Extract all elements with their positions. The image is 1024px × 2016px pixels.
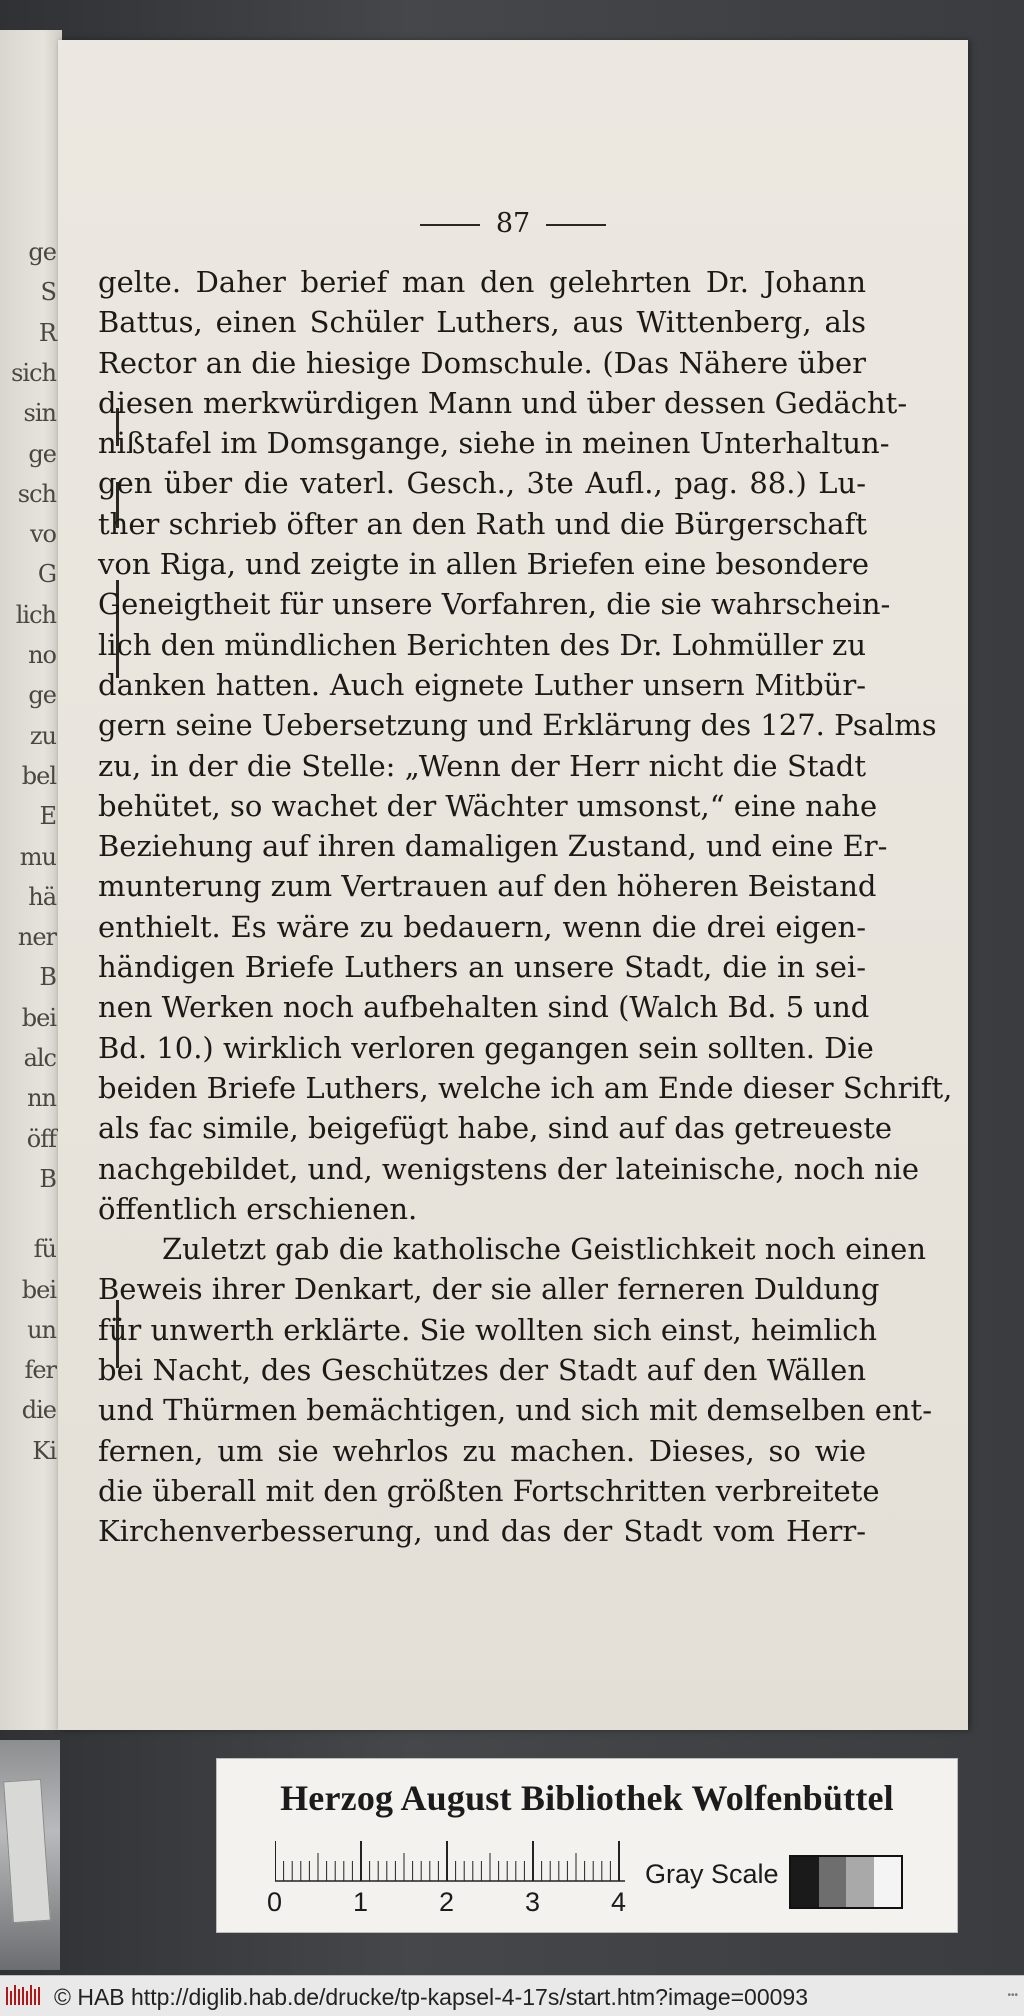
text-line: lich den mündlichen Berichten des Dr. Lohmüller zu	[98, 627, 867, 662]
adjacent-page-fragment: alc	[23, 1044, 56, 1072]
text-line: und Thürmen bemächtigen, und sich mit demselben ent-	[98, 1393, 932, 1428]
adjacent-page-fragment: vo	[29, 520, 56, 549]
gray-swatch	[791, 1857, 819, 1907]
footer-bar	[0, 1975, 1024, 2016]
ruler-labels	[267, 1887, 675, 1923]
adjacent-page-fragment: Ki	[32, 1436, 56, 1465]
header-rule-left	[420, 224, 480, 226]
text-line: Beweis ihrer Denkart, der sie aller ferneren Duldung	[98, 1272, 880, 1307]
gray-swatch	[819, 1857, 847, 1907]
adjacent-page-fragment: die	[21, 1396, 56, 1425]
adjacent-page-fragment: sch	[17, 479, 56, 508]
text-line: bei Nacht, des Geschützes der Stadt auf den Wällen	[98, 1353, 866, 1388]
adjacent-page-fragment: nn	[27, 1084, 56, 1113]
binding-label	[3, 1779, 51, 1923]
adjacent-page-fragment: un	[27, 1315, 56, 1344]
adjacent-page-fragment: S	[40, 278, 56, 307]
text-line: für unwerth erklärte. Sie wollten sich einst, heimlich	[98, 1312, 878, 1347]
text-line: als fac simile, beigefügt habe, sind auf das getreueste	[98, 1111, 893, 1146]
library-name: Herzog August Bibliothek Wolfenbüttel	[280, 1778, 894, 1818]
text-line: Bd. 10.) wirklich verloren gegangen sein sollten. Die	[98, 1030, 874, 1065]
text-line: beiden Briefe Luthers, welche ich am Ende dieser Schrift,	[98, 1070, 953, 1105]
text-line: zu, in der die Stelle: „Wenn der Herr nicht die Stadt	[98, 748, 866, 783]
text-line: behütet, so wachet der Wächter umsonst,“ eine nahe	[98, 788, 878, 823]
text-line: munterung zum Vertrauen auf den höheren Beistand	[98, 869, 877, 904]
gray-scale-swatches	[789, 1855, 903, 1909]
adjacent-page-fragment: ge	[28, 681, 56, 710]
adjacent-page-fragment: G	[37, 560, 56, 589]
adjacent-page-fragment: E	[39, 802, 56, 831]
book-page	[58, 40, 968, 1730]
gray-swatch	[874, 1857, 902, 1907]
footer-source-link[interactable]: © HAB http://diglib.hab.de/drucke/tp-kapsel-4-17s/start.htm?image=00093	[54, 1984, 809, 2010]
adjacent-page-fragment: lich	[15, 600, 56, 629]
text-line: nen Werken noch aufbehalten sind (Walch Bd. 5 und	[98, 990, 870, 1025]
text-line: Rector an die hiesige Domschule. (Das Nähere über	[98, 345, 866, 380]
adjacent-page-fragment: fer	[24, 1356, 56, 1385]
text-line: Geneigtheit für unsere Vorfahren, die sie wahrschein-	[98, 587, 891, 622]
adjacent-page-fragment: bei	[21, 1003, 56, 1032]
text-line: danken hatten. Auch eignete Luther unsern Mitbür-	[98, 667, 866, 702]
text-line: gelte. Daher berief man den gelehrten Dr. Johann	[98, 265, 866, 299]
text-line: öffentlich erschienen.	[98, 1191, 418, 1226]
more-icon: •••	[1007, 1990, 1018, 2001]
adjacent-page-fragment: sich	[11, 358, 56, 387]
adjacent-page-fragment: zu	[29, 721, 56, 750]
adjacent-page-fragment: ge	[28, 238, 56, 266]
text-line: ther schrieb öfter an den Rath und die Bürgerschaft	[98, 506, 867, 541]
ruler-number: 2	[439, 1887, 455, 1917]
text-line: fernen, um sie wehrlos zu machen. Dieses, so wie	[98, 1433, 866, 1468]
adjacent-page-fragment: mu	[19, 842, 56, 871]
text-line: diesen merkwürdigen Mann und über dessen Gedächt-	[98, 385, 908, 420]
ruler-number: 4	[611, 1887, 627, 1917]
adjacent-page-fragment: bel	[21, 761, 56, 790]
adjacent-page-edge	[0, 30, 62, 1730]
left-edge-strip	[0, 1740, 60, 1970]
text-line: die überall mit den größten Fortschritten verbreitete	[98, 1473, 880, 1508]
hab-barcode-logo-icon	[6, 1985, 44, 2007]
adjacent-page-fragment: no	[28, 641, 56, 669]
text-line: Kirchenverbesserung, und das der Stadt vom Herr-	[98, 1514, 866, 1549]
text-line: Beziehung auf ihren damaligen Zustand, und eine Er-	[98, 829, 888, 864]
ruler-number: 1	[353, 1887, 369, 1917]
adjacent-page-fragment: öff	[26, 1124, 56, 1153]
adjacent-page-fragment: R	[38, 318, 56, 347]
ruler-number: 0	[267, 1887, 283, 1917]
adjacent-page-fragment: fü	[33, 1235, 56, 1264]
adjacent-page-fragment: bei	[21, 1275, 56, 1304]
gray-scale-card	[216, 1758, 958, 1933]
text-line: nißtafel im Domsgange, siehe in meinen Unterhaltun-	[98, 426, 890, 461]
text-line: händigen Briefe Luthers an unsere Stadt, die in sei-	[98, 950, 866, 985]
text-line: gen über die vaterl. Gesch., 3te Aufl., pag. 88.) Lu-	[98, 466, 866, 501]
adjacent-page-fragment: B	[39, 1164, 56, 1193]
adjacent-page-fragment: hä	[28, 882, 56, 911]
adjacent-page-fragment: ner	[17, 923, 56, 952]
page-number: 87	[495, 208, 531, 239]
adjacent-page-fragment: sin	[23, 399, 56, 428]
text-line: Battus, einen Schüler Luthers, aus Wittenberg, als	[98, 305, 866, 340]
adjacent-page-fragment: ge	[28, 439, 56, 468]
gray-swatch	[846, 1857, 874, 1907]
text-line: von Riga, und zeigte in allen Briefen eine besondere	[98, 547, 870, 582]
adjacent-page-fragment: B	[39, 963, 56, 992]
text-line: nachgebildet, und, wenigstens der lateinische, noch nie	[98, 1151, 920, 1186]
body-text	[98, 262, 953, 1552]
text-line: Zuletzt gab die katholische Geistlichkeit noch einen	[162, 1232, 927, 1267]
ruler-number: 3	[525, 1887, 541, 1917]
page-header	[58, 208, 968, 239]
text-line: enthielt. Es wäre zu bedauern, wenn die drei eigen-	[98, 909, 866, 944]
text-line: gern seine Uebersetzung und Erklärung des 127. Psalms	[98, 708, 937, 743]
header-rule-right	[546, 224, 606, 226]
gray-scale-label: Gray Scale	[645, 1859, 779, 1889]
